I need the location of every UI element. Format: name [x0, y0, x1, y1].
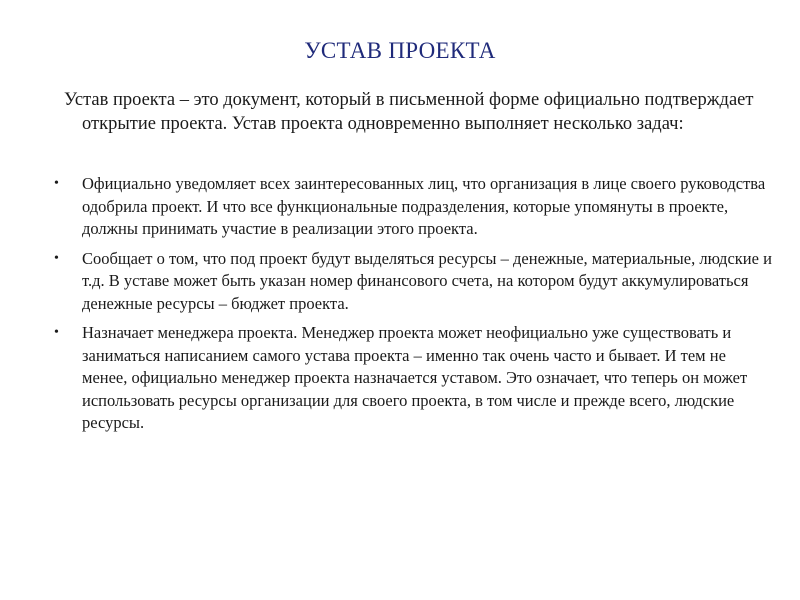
bullet-dot-icon: •: [54, 176, 59, 191]
bullet-dot-icon: •: [54, 250, 59, 266]
bullet-item: [50, 322, 775, 435]
intro-paragraph: Устав проекта – это документ, который в письменной форме официально подтверждает открытие проекта. Устав проекта одновременно выполняет несколько задач:: [64, 90, 754, 134]
slide-title: УСТАВ ПРОЕКТА: [304, 38, 496, 63]
bullet-text: Сообщает о том, что под проект будут выделяться ресурсы – денежные, материальные, людские и т.д. В уставе может быть указан номер финансового счета, на котором будут аккумулироваться денежные ресурсы – бюджет проекта.: [82, 248, 772, 313]
bullet-list: [50, 173, 775, 442]
bullet-dot-icon: •: [54, 325, 59, 340]
bullet-text: Назначает менеджера проекта. Менеджер проекта может неофициально уже существовать и заниматься написанием самого устава проекта – именно так очень часто и бывает. И тем не менее, официально менеджер проекта назначается уставом. Это означает, что теперь он может использовать ресурсы организации для своего проекта, в том числе и прежде всего, людские ресурсы.: [82, 323, 748, 432]
bullet-item: [50, 248, 775, 316]
bullet-item: [50, 173, 775, 241]
bullet-text: Официально уведомляет всех заинтересованных лиц, что организация в лице своего руководства одобрила проект. И что все функциональные подразделения, которые упомянуты в проекте, должны принимать участие в реализации этого проекта.: [82, 174, 766, 238]
